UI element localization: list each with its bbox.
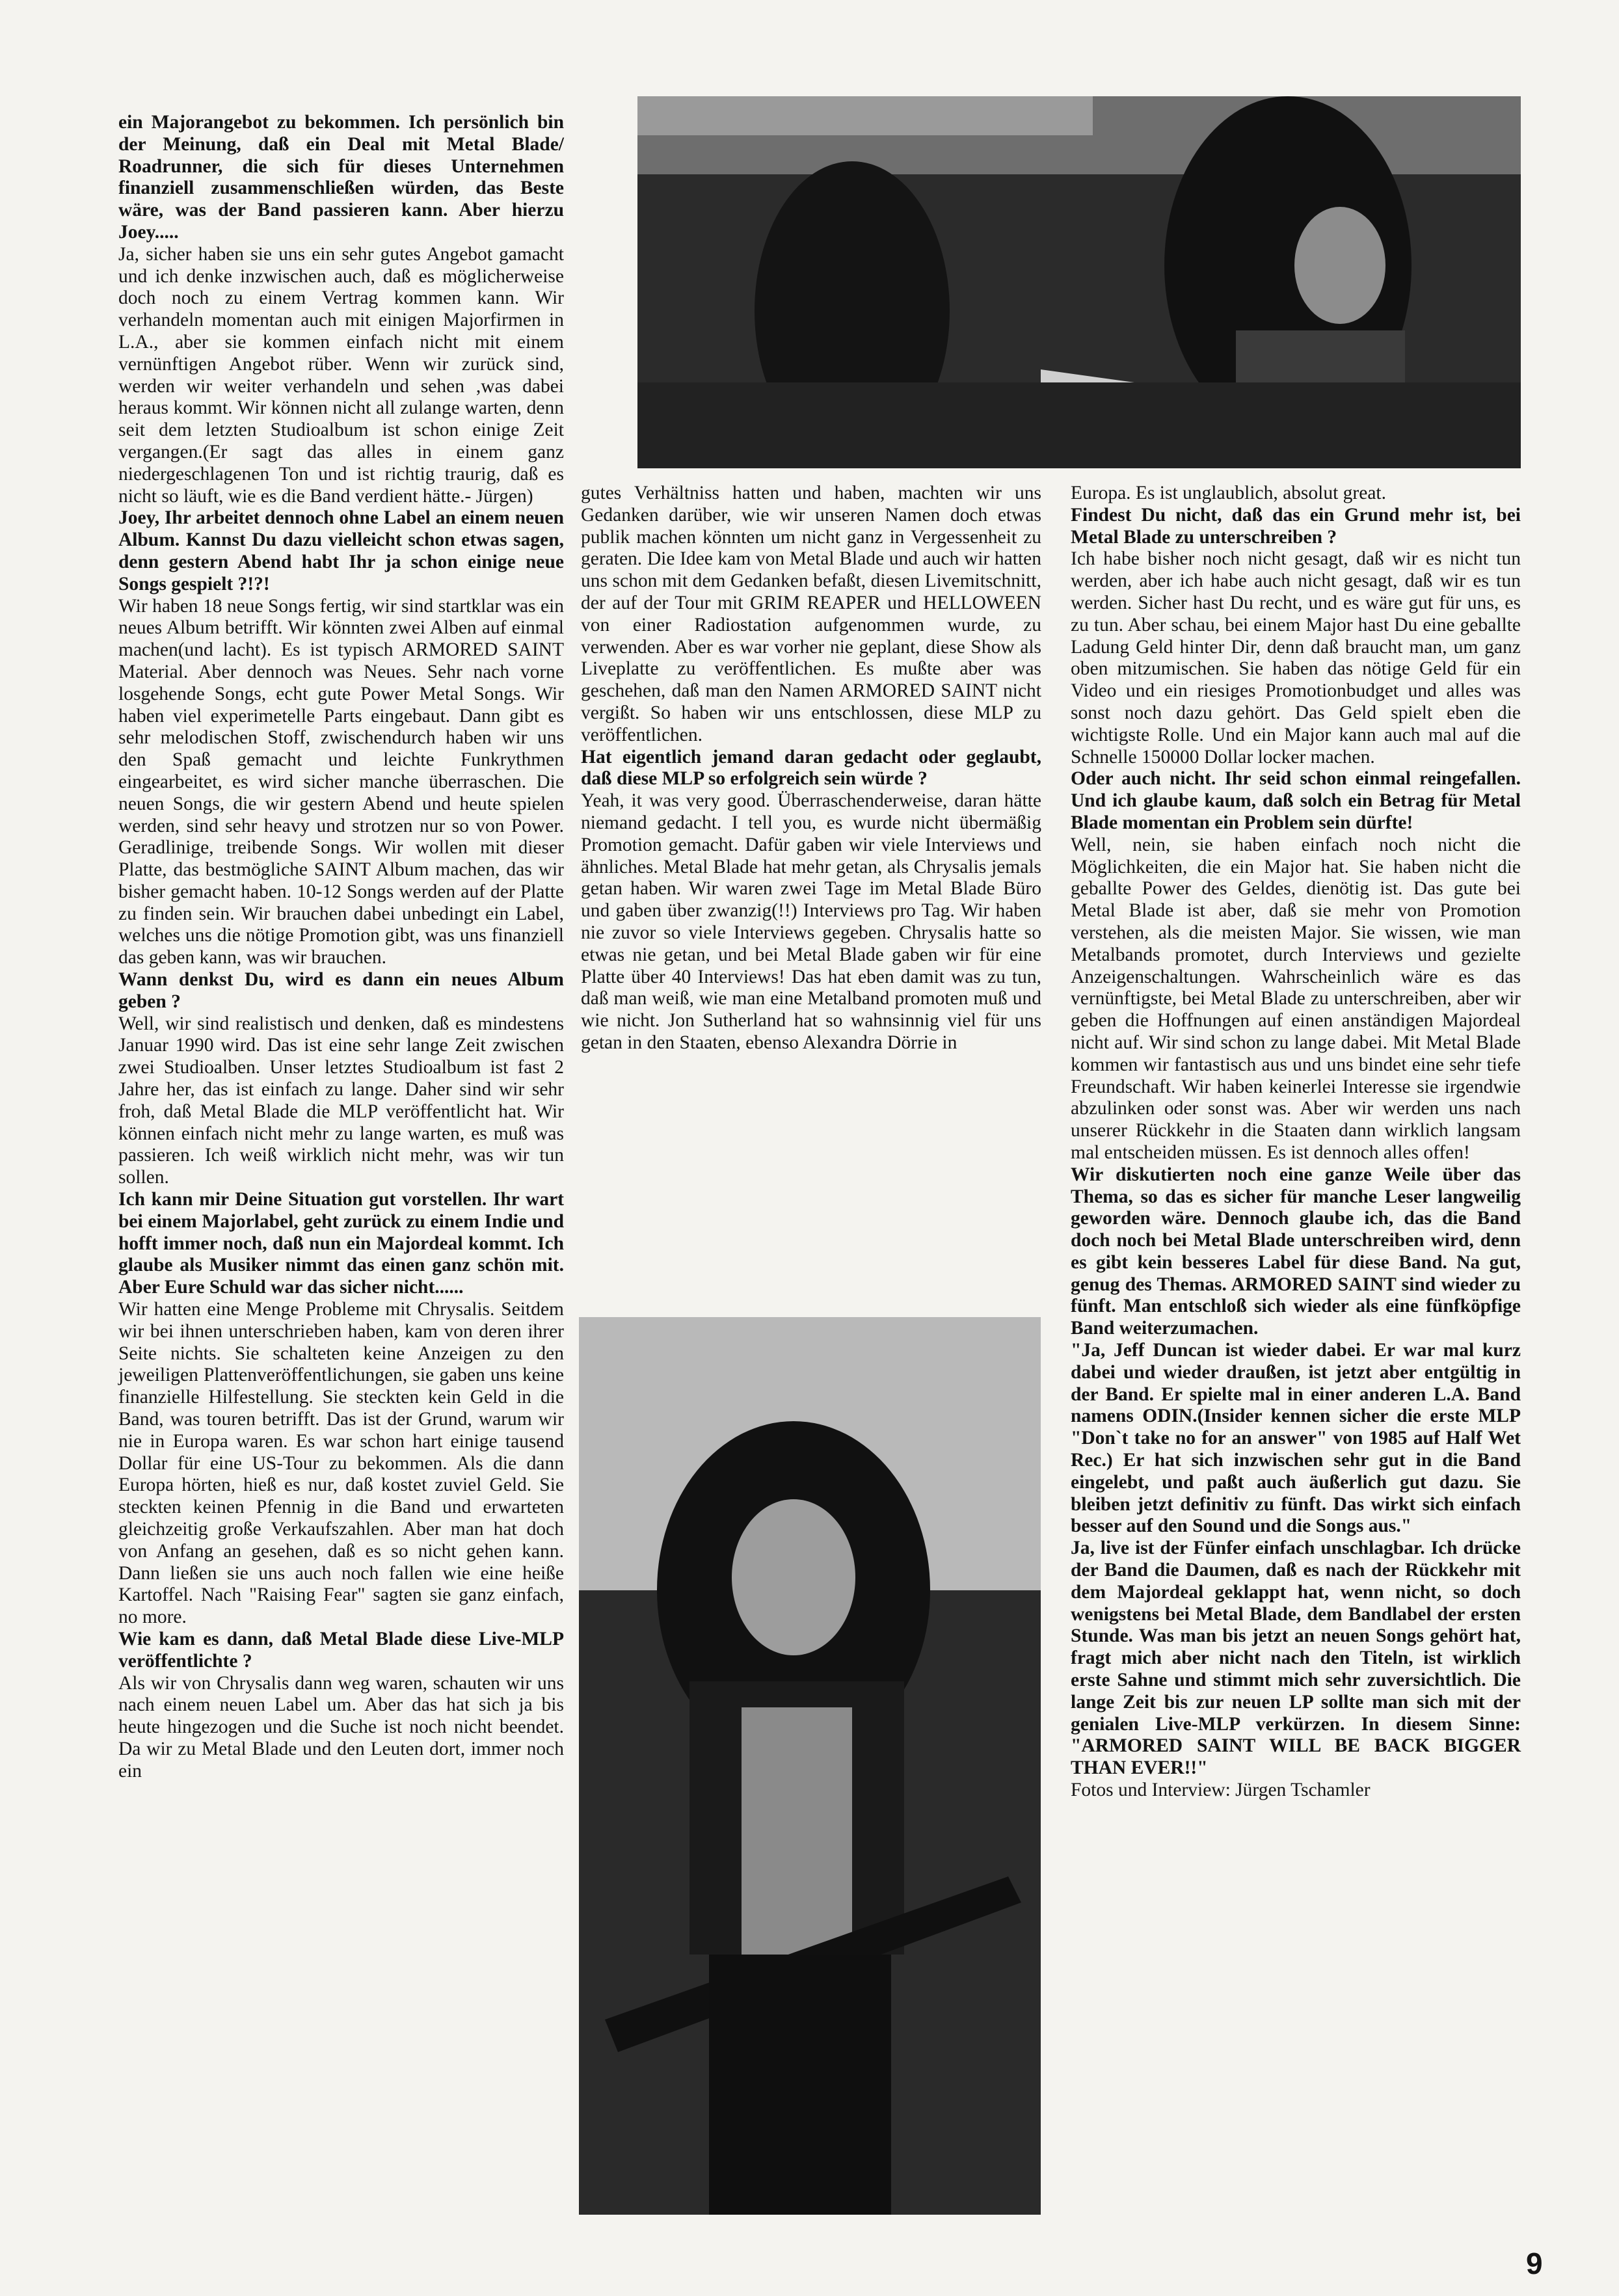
page-number: 9 [1526, 2247, 1543, 2280]
interview-question: Ja, live ist der Fünfer einfach unschlagbar. Ich drücke der Band die Daumen, daß es nach der Rückkehr mit dem Majordeal geklappt hat, wenn nicht, so doch wenigstens bei Metal Blade, dem Bandlabel der ersten Stunde. Was man bis jetzt an neuen Songs gehört hat, fragt mich aber nicht nach den Titeln, ist wirklich erste Sahne und stimmt mich sehr zuversichtlich. Die lange Zeit bis zur neuen LP sollte man sich mit der genialen Live-MLP verkürzen. In diesem Sinne: "ARMORED SAINT WILL BE BACK BIGGER THAN EVER!!" [1071, 1538, 1521, 1779]
interview-answer: Europa. Es ist unglaublich, absolut great. [1071, 483, 1387, 503]
interview-answer: Well, wir sind realistisch und denken, daß es mindestens Januar 1990 wird. Das ist eine sehr lange Zeit zwischen zwei Studioalben. Unser letztes Studioalbum ist fast 2 Jahre her, das ist einfach zu lange. Daher sind wir sehr froh, daß Metal Blade die MLP veröffentlicht hat. Wir können einfach nicht mehr zu lange warten, es muß was passieren. Ich weiß wirklich nicht mehr, was wir tun sollen. [118, 1013, 564, 1188]
interview-answer: Yeah, it was very good. Überraschenderweise, daran hätte niemand gedacht. I tell you, es wurde nicht übermäßig Promotion gemacht. Dafür gaben wir viele Interviews und ähnliches. Metal Blade hat mehr getan, als Chrysalis jemals getan haben. Wir waren zwei Tage im Metal Blade Büro und gaben über zwanzig(!!) Interviews pro Tag. Wir haben nie zuvor so viele Interviews gegeben. Chrysalis hatte so etwas nie getan, und bei Metal Blade gaben wir für eine Platte über 40 Interviews! Das hat eben damit was zu tun, daß man weiß, wie man eine Metalband promoten muß und wie nicht. Jon Sutherland hat so wahnsinnig viel für uns getan in den Staaten, ebenso Alexandra Dörrie in [581, 790, 1041, 1053]
interview-question: "Ja, Jeff Duncan ist wieder dabei. Er war mal kurz dabei und wieder draußen, ist jetzt aber entgültig in der Band. Er spielte mal in einer anderen L.A. Band namens ODIN.(Insider kennen sicher die erste MLP "Don`t take no for an answer" von 1985 auf Half Wet Rec.) Er hat sich inzwischen sehr gut in die Band eingelebt, und paßt auch äußerlich gut dazu. Sie bleiben jetzt definitiv zu fünft. Das wirkt sich einfach besser auf den Sound und die Songs aus." [1071, 1340, 1521, 1537]
interview-question: Hat eigentlich jemand daran gedacht oder geglaubt, daß diese MLP so erfolgreich sein würde ? [581, 746, 1041, 790]
interview-answer: gutes Verhältniss hatten und haben, machten wir uns Gedanken darüber, wie wir unseren Namen doch etwas publik machen könnten um nicht ganz in Vergessenheit zu geraten. Die Idee kam von Metal Blade und auch wir hatten uns schon mit dem Gedanken befaßt, diesen Livemitschnitt, der auf der Tour mit GRIM REAPER und HELLOWEEN von einer Radiostation aufgenommen wurde, zu verwenden. Aber es war vorher nie geplant, diese Show als Liveplatte zu veröffentlichen. Es mußte aber was geschehen, daß man den Namen ARMORED SAINT nicht vergißt. So haben wir uns entschlossen, diese MLP zu veröffentlichen. [581, 483, 1041, 745]
interview-question: Joey, Ihr arbeitet dennoch ohne Label an einem neuen Album. Kannst Du dazu vielleicht schon etwas sagen, denn gestern Abend habt Ihr ja schon einige neue Songs gespielt ?!?! [118, 507, 564, 594]
interview-question: Findest Du nicht, daß das ein Grund mehr ist, bei Metal Blade zu unterschreiben ? [1071, 504, 1521, 548]
text-column-1 [118, 112, 564, 1783]
photo-band-on-stage [637, 96, 1521, 468]
interview-answer: Fotos und Interview: Jürgen Tschamler [1071, 1780, 1371, 1801]
interview-answer: Wir hatten eine Menge Probleme mit Chrysalis. Seitdem wir bei ihnen unterschrieben haben, kam von deren ihrer Seite nichts. Sie schalteten keine Anzeigen zu den jeweiligen Plattenveröffentlichungen, sie gaben uns keine finanzielle Hilfestellung. Sie steckten kein Geld in die Band, was touren betrifft. Das ist der Grund, warum wir nie in Europa waren. Es war schon hart einige tausend Dollar für eine US-Tour zu bekommen. Als die dann Europa hörten, hieß es nur, daß kostet zuviel Geld. Sie steckten keinen Pfennig in die Band und erwarteten gleichzeitig große Verkaufszahlen. Aber man hat doch von Anfang an gesehen, daß es so nicht gehen kann. Dann ließen sie uns auch noch fallen wie eine heiße Kartoffel. Nach "Raising Fear" sagten sie ganz einfach, no more. [118, 1299, 564, 1628]
interview-answer: Ich habe bisher noch nicht gesagt, daß wir es nicht tun werden, aber ich habe auch nicht gesagt, daß wir es tun werden. Sicher hast Du recht, und es wäre gut für uns, es zu tun. Aber schau, bei einem Major hast Du eine geballte Ladung Geld hinter Dir, denn daß braucht man, um ganz oben mitzumischen. Sie haben das nötige Geld für ein Video und ein riesiges Promotionbudget und alles was sonst noch dazu gehört. Das Geld spielt eben die wichtigste Rolle. Und ein Major kann auch mal auf die Schnelle 150000 Dollar locker machen. [1071, 548, 1521, 768]
interview-answer: Wir haben 18 neue Songs fertig, wir sind startklar was ein neues Album betrifft. Wir könnten zwei Alben auf einmal machen(und lacht). Es ist typisch ARMORED SAINT Material. Aber dennoch was Neues. Sehr nach vorne losgehende Songs, echt gute Power Metal Songs. Wir haben viel experimetelle Parts eingebaut. Dann gibt es sehr melodischen Stoff, zwischendurch haben wir uns den Spaß gemacht und leichte Funkrythmen eingearbeitet, es wird sicher manche überraschen. Die neuen Songs, die wir gestern Abend und heute spielen werden, sind sehr heavy und strotzen nur so von Power. Geradlinige, treibende Songs. Wir wollen mit dieser Platte, das bestmögliche SAINT Album machen, das wir bisher gemacht haben. 10-12 Songs werden auf der Platte zu finden sein. Wir brauchen dabei unbedingt ein Label, welches uns die nötige Promotion gibt, was uns finanziell das geben kann, was wir brauchen. [118, 595, 564, 968]
interview-answer: Als wir von Chrysalis dann weg waren, schauten wir uns nach einem neuen Label um. Aber das hat sich ja bis heute hingezogen und die Suche ist noch nicht beendet. Da wir zu Metal Blade und den Leuten dort, immer noch ein [118, 1672, 564, 1782]
interview-answer: Well, nein, sie haben einfach noch nicht die Möglichkeiten, die ein Major hat. Sie haben nicht die geballte Power des Geldes, dienötig ist. Das gute bei Metal Blade ist aber, daß sie mehr von Promotion verstehen, als die meisten Major. Sie wissen, wie man Metalbands promotet, durch Interviews und gezielte Anzeigenschaltungen. Wahrscheinlich wäre es das vernünftigste, bei Metal Blade zu unterschreiben, aber wir geben die Hoffnungen auf einen anständigen Majordeal nicht auf. Wir sind schon zu lange dabei. Mit Metal Blade kommen wir fantastisch aus und uns bindet eine sehr tiefe Freundschaft. Wir haben keinerlei Interesse sie irgendwie abzulinken oder sonst was. Aber wir werden uns nach unserer Rückkehr in die Staaten dann wirklich langsam mal entscheiden müssen. Es ist dennoch alles offen! [1071, 834, 1521, 1163]
interview-question: Oder auch nicht. Ihr seid schon einmal reingefallen. Und ich glaube kaum, daß solch ein Betrag für Metal Blade momentan ein Problem sein dürfte! [1071, 768, 1521, 833]
interview-question: Wie kam es dann, daß Metal Blade diese Live-MLP veröffentlichte ? [118, 1628, 564, 1672]
interview-answer: Ja, sicher haben sie uns ein sehr gutes Angebot gamacht und ich denke inzwischen auch, daß es möglicherweise doch noch zu einem Vertrag kommen kann. Wir verhandeln momentan auch mit einigen Majorfirmen in L.A., aber sie kommen einfach nicht mit einem vernünftigen Angebot rüber. Wenn wir zurück sind, werden wir weiter verhandeln und sehen ,was dabei heraus kommt. Wir können nicht all zulange warten, denn seit dem letzten Studioalbum ist schon einige Zeit vergangen.(Er sagt das alles in einem ganz niedergeschlagenen Ton und ist richtig traurig, daß es nicht so läuft, wie es die Band verdient hätte.- Jürgen) [118, 243, 564, 507]
text-column-2 [581, 483, 1041, 1054]
interview-question: Wann denkst Du, wird es dann ein neues Album geben ? [118, 969, 564, 1012]
text-column-3 [1071, 483, 1521, 1802]
interview-question: ein Majorangebot zu bekommen. Ich persönlich bin der Meinung, daß ein Deal mit Metal Blade/ Roadrunner, die sich für dieses Unternehmen finanziell zusammenschließen würden, das Beste wäre, was der Band passieren kann. Aber hierzu Joey..... [118, 112, 564, 243]
interview-question: Ich kann mir Deine Situation gut vorstellen. Ihr wart bei einem Majorlabel, geht zurück zu einem Indie und hofft immer noch, daß nun ein Majordeal kommt. Ich glaube als Musiker nimmt das einen ganz schön mit. Aber Eure Schuld war das sicher nicht...... [118, 1189, 564, 1298]
photo-bassist-performing [579, 1317, 1041, 2215]
interview-question: Wir diskutierten noch eine ganze Weile über das Thema, so das es sicher für manche Leser langweilig geworden wäre. Dennoch glaube ich, das die Band doch noch bei Metal Blade unterschreiben wird, denn es gibt kein besseres Label für diese Band. Na gut, genug des Themas. ARMORED SAINT sind wieder zu fünft. Man entschloß sich wieder als eine fünfköpfige Band weiterzumachen. [1071, 1164, 1521, 1339]
